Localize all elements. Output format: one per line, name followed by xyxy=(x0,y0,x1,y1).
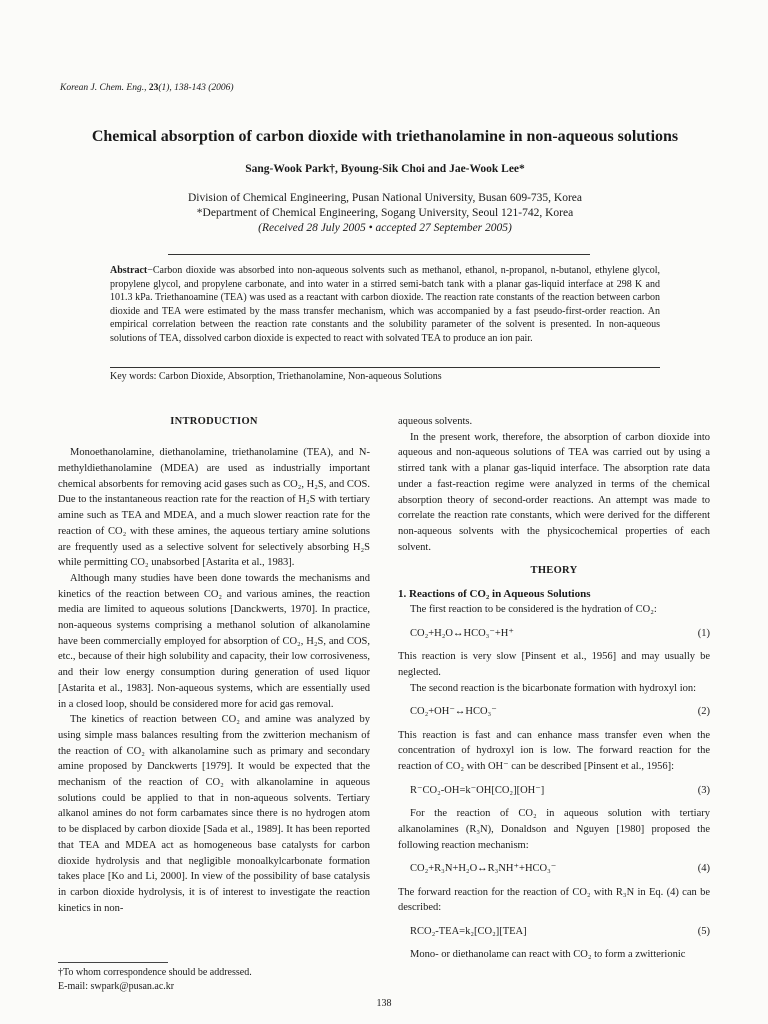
theory-heading: THEORY xyxy=(530,565,578,577)
theory-paragraph-3: The second reaction is the bicarbonate formation with hydroxyl ion: xyxy=(410,682,697,694)
abstract-text: −Carbon dioxide was absorbed into non-aqueous solvents such as methanol, ethanol, n-propanol, n-butanol, ethylene glycol, propylene glycol, and propylene carbonate, and into water in a stirred semi-batch tank with a planar gas-liquid interface at 298 K and 101.3 kPa. Triethanoamine (TEA) was used as a reactant with carbon dioxide. The reaction rate constants of the reaction between carbon dioxide and TEA were estimated by the mass transfer mechanism, which was accompanied by a fast pseudo-first-order reaction. An empirical correlation between the reaction rate constants and the solubility parameter of the solvent is presented. In non-aqueous solutions of TEA, dissolved carbon dioxide is expected to react with solvated TEA to produce an ion pair. xyxy=(110,265,660,344)
equation-2 xyxy=(398,704,710,720)
journal-issue-pages: (1), 138-143 (2006) xyxy=(158,83,234,93)
footnote-correspondence: †To whom correspondence should be addressed. xyxy=(58,967,252,978)
equation-5-body: RCO₂-TEA=k₂[CO₂][TEA] xyxy=(410,925,527,937)
left-column xyxy=(58,414,370,916)
theory-paragraph-5: For the reaction of CO₂ in aqueous solution with tertiary alkanolamines (R₃N), Donaldson and Nguyen [1980] proposed the following reaction mechanism: xyxy=(398,808,710,851)
page-number: 138 xyxy=(376,998,392,1009)
journal-citation xyxy=(60,83,234,93)
equation-1-number: (1) xyxy=(697,627,710,639)
journal-name: Korean J. Chem. Eng., xyxy=(60,83,147,93)
intro-paragraph-3: The kinetics of reaction between CO₂ and amine was analyzed by using simple mass balances resulting from the zwitterion mechanism of the reaction of CO₂ with alkanolamine such as primary and secondary amine proposed by Danckwerts [1979]. It would be expected that the mechanism of the reaction of CO₂ with alkanolamine in aqueous solutions could be applied to that in non-aqueous solvents. Tertiary alkanol amines do not form carbamates since there is no hydrogen atom to be displaced by carbon dioxide [Sada et al., 1989]. It has been reported that TEA and MDEA act as homogeneous base catalysts for carbon dioxide hydrolysis and that negligible monoalkylcarbonate formation takes place [Ko and Li, 2000]. In view of the possibility of base catalysis in carbon dioxide hydrolysis, it is of interest to investigate the reaction kinetics in non- xyxy=(58,714,370,914)
abstract xyxy=(110,264,660,346)
equation-3-body: R⁻CO₂-OH=k⁻OH[CO₂][OH⁻] xyxy=(410,784,545,796)
theory-paragraph-6: The forward reaction for the reaction of CO₂ with R₃N in Eq. (4) can be described: xyxy=(398,886,710,914)
author-list: Sang-Wook Park†, Byoung-Sik Choi and Jae-Wook Lee* xyxy=(245,163,525,175)
equation-4-number: (4) xyxy=(697,863,710,875)
intro-paragraph-4: In the present work, therefore, the absorption of carbon dioxide into aqueous and non-aqueous solutions of TEA was carried out by using a stirred tank with a planar gas-liquid interface. The absorption rate data under a fast-reaction regime were analyzed in terms of the chemical absorption theory of second-order reactions. An attempt was made to correlate the reaction rate constants, which were derived for the different non-aqueous solvents with the physicochemical properties of each solvent. xyxy=(398,431,710,553)
theory-paragraph-7: Mono- or diethanolame can react with CO₂ to form a zwitterionic xyxy=(410,949,686,961)
equation-3-number: (3) xyxy=(697,784,710,796)
intro-paragraph-2: Although many studies have been done towards the mechanisms and kinetics of the reaction between CO₂ and various amines, the reaction media are limited to aqueous solutions [Danckwerts, 1970]. In practice, non-aqueous systems comprising a methanol solution of alkanolamine have been commercially employed for absorption of CO₂, H₂S, and COS, etc., because of their high solubility and capacity, their low corrosiveness, and their low energy consumption during generation of used liquor [Astarita et al., 1983]. Non-aqueous systems, which are essentially used in a closed loop, should be considered more for acid gas removal. xyxy=(58,572,370,710)
equation-5-number: (5) xyxy=(697,925,710,937)
theory-paragraph-1: The first reaction to be considered is the hydration of CO₂: xyxy=(410,604,657,616)
equation-1-body: CO₂+H₂O↔HCO₃⁻+H⁺ xyxy=(410,627,514,639)
abstract-lead: Abstract xyxy=(110,265,148,276)
keywords: Key words: Carbon Dioxide, Absorption, Triethanolamine, Non-aqueous Solutions xyxy=(110,371,442,382)
equation-2-number: (2) xyxy=(697,706,710,718)
intro-paragraph-1: Monoethanolamine, diethanolamine, triethanolamine (TEA), and N-methyldiethanolamine (MDEA) are used as industrially important chemical absorbents for removing acid gases such as CO₂, H₂S, and COS. Due to the instantaneous reaction rate for the reaction of H₂S with tertiary amine such as TEA and MDEA, and a much slower reaction rate for the reaction of CO₂ with these amines, the aqueous tertiary amine solutions are frequently used as a selective solvent for selectively absorbing H₂S while permitting CO₂ unabsorbed [Astarita et al., 1983]. xyxy=(58,447,370,569)
paper-title: Chemical absorption of carbon dioxide with triethanolamine in non-aqueous solutions xyxy=(91,128,679,145)
affiliation-1: Division of Chemical Engineering, Pusan National University, Busan 609-735, Korea xyxy=(187,192,582,204)
affiliation-2: *Department of Chemical Engineering, Sogang University, Seoul 121-742, Korea xyxy=(196,207,574,219)
footnote-email: E-mail: swpark@pusan.ac.kr xyxy=(58,981,175,992)
journal-volume: 23 xyxy=(148,83,159,93)
received-dates: (Received 28 July 2005 • accepted 27 September 2005) xyxy=(258,222,512,234)
footnote-rule xyxy=(58,962,168,963)
theory-paragraph-2: This reaction is very slow [Pinsent et al., 1956] and may usually be neglected. xyxy=(398,651,710,679)
equation-5 xyxy=(398,924,710,940)
continuation-text: aqueous solvents. xyxy=(398,416,473,427)
equation-4 xyxy=(398,861,710,877)
equation-2-body: CO₂+OH⁻↔HCO₃⁻ xyxy=(410,706,497,718)
abstract-top-rule xyxy=(168,254,590,255)
theory-paragraph-4: This reaction is fast and can enhance mass transfer even when the concentration of hydroxyl ion is low. The forward reaction for the reaction of CO₂ with OH⁻ can be described [Pinsent et al., 1956]: xyxy=(398,729,710,773)
introduction-heading: INTRODUCTION xyxy=(170,416,258,427)
equation-1 xyxy=(398,626,710,642)
abstract-bottom-rule xyxy=(110,367,660,368)
equation-3 xyxy=(398,783,710,799)
section-heading: 1. Reactions of CO₂ in Aqueous Solutions xyxy=(398,587,591,600)
right-column xyxy=(398,414,710,963)
equation-4-body: CO₂+R₃N+H₂O↔R₃NH⁺+HCO₃⁻ xyxy=(410,863,557,875)
